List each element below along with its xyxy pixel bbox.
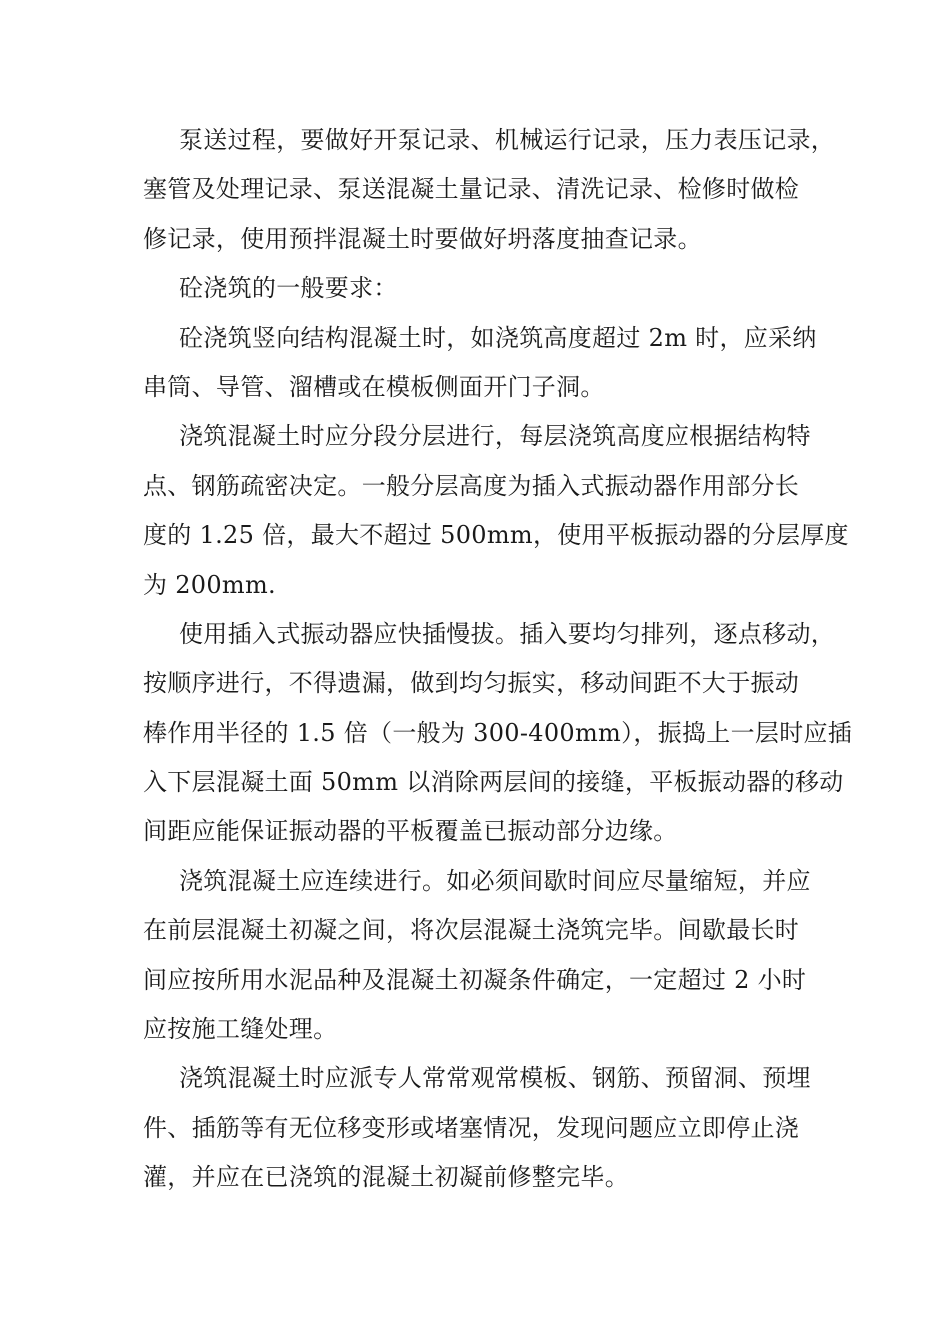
text-line: 在前层混凝土初凝之间，将次层混凝土浇筑完毕。间歇最长时 — [143, 916, 800, 945]
text-line: 入下层混凝土面 50mm 以消除两层间的接缝，平板振动器的移动 — [143, 768, 844, 797]
text-line: 应按施工缝处理。 — [143, 1015, 338, 1044]
text-line: 度的 1.25 倍，最大不超过 500mm，使用平板振动器的分层厚度 — [143, 521, 849, 550]
text-line: 浇筑混凝土时应派专人常常观常模板、钢筋、预留洞、预埋 — [179, 1064, 811, 1093]
text-line: 为 200mm. — [143, 570, 276, 599]
text-line: 砼浇筑竖向结构混凝土时，如浇筑高度超过 2m 时，应采纳 — [179, 323, 817, 352]
text-line: 间距应能保证振动器的平板覆盖已振动部分边缘。 — [143, 817, 678, 846]
section-heading: 砼浇筑的一般要求： — [179, 274, 398, 303]
text-line: 使用插入式振动器应快插慢拔。插入要均匀排列，逐点移动， — [179, 619, 836, 648]
text-line: 浇筑混凝土应连续进行。如必须间歇时间应尽量缩短，并应 — [179, 866, 811, 895]
text-line: 修记录，使用预拌混凝土时要做好坍落度抽查记录。 — [143, 224, 702, 253]
text-line: 点、钢筋疏密决定。一般分层高度为插入式振动器作用部分长 — [143, 471, 800, 500]
document-body — [143, 116, 853, 1203]
text-line: 浇筑混凝土时应分段分层进行，每层浇筑高度应根据结构特 — [179, 422, 811, 451]
text-line: 塞管及处理记录、泵送混凝土量记录、清洗记录、检修时做检 — [143, 175, 800, 204]
text-line: 泵送过程，要做好开泵记录、机械运行记录，压力表压记录， — [179, 126, 836, 154]
text-line: 按顺序进行，不得遗漏，做到均匀振实，移动间距不大于振动 — [143, 669, 800, 698]
text-line: 间应按所用水泥品种及混凝土初凝条件确定，一定超过 2 小时 — [143, 965, 807, 994]
text-line: 串筒、导管、溜槽或在模板侧面开门子洞。 — [143, 372, 605, 401]
text-line: 棒作用半径的 1.5 倍（一般为 300-400mm），振捣上一层时应插 — [143, 718, 853, 747]
text-line: 灌，并应在已浇筑的混凝土初凝前修整完毕。 — [143, 1163, 629, 1192]
text-line: 件、插筋等有无位移变形或堵塞情况，发现问题应立即停止浇 — [143, 1113, 800, 1142]
